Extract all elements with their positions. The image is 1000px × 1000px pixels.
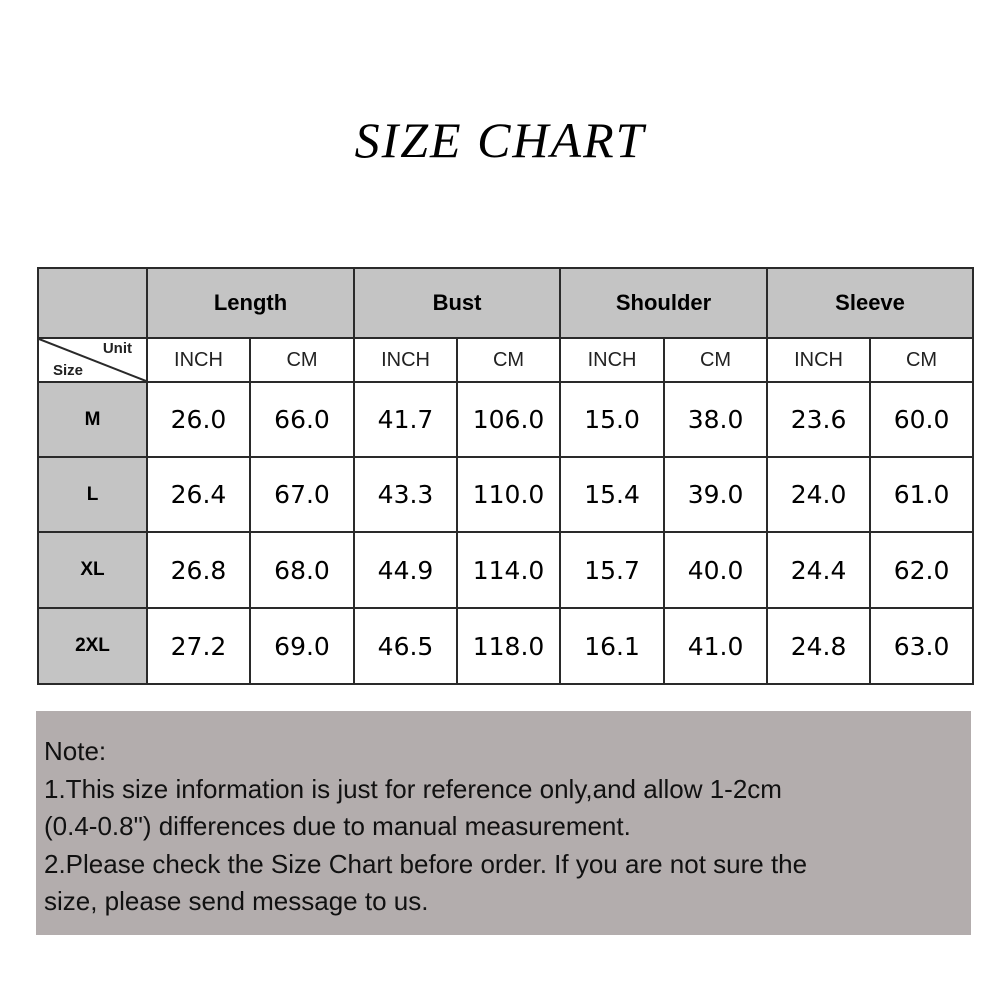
table-cell: 41.7 bbox=[354, 382, 457, 457]
table-row bbox=[38, 382, 973, 457]
table-cell: 16.1 bbox=[560, 608, 664, 684]
unit-header: CM bbox=[664, 338, 767, 382]
table-cell: 61.0 bbox=[870, 457, 973, 532]
table-cell: 27.2 bbox=[147, 608, 250, 684]
size-label: 2XL bbox=[38, 608, 147, 684]
group-header-shoulder: Shoulder bbox=[560, 268, 767, 338]
corner-unit-label: Unit bbox=[102, 340, 132, 357]
size-label: M bbox=[38, 382, 147, 457]
corner-top-cell bbox=[38, 268, 147, 338]
table-row bbox=[38, 457, 973, 532]
group-header-bust: Bust bbox=[354, 268, 560, 338]
corner-diagonal-cell bbox=[38, 338, 147, 382]
table-row bbox=[38, 532, 973, 608]
unit-header: CM bbox=[870, 338, 973, 382]
table-cell: 63.0 bbox=[870, 608, 973, 684]
group-header-length: Length bbox=[147, 268, 354, 338]
table-cell: 66.0 bbox=[250, 382, 354, 457]
table-cell: 40.0 bbox=[664, 532, 767, 608]
note-line: size, please send message to us. bbox=[44, 886, 429, 916]
table-cell: 23.6 bbox=[767, 382, 870, 457]
note-heading: Note: bbox=[44, 736, 107, 766]
unit-header: INCH bbox=[767, 338, 870, 382]
note-box bbox=[36, 711, 971, 935]
table-cell: 46.5 bbox=[354, 608, 457, 684]
table-cell: 69.0 bbox=[250, 608, 354, 684]
table-cell: 15.7 bbox=[560, 532, 664, 608]
unit-header-row bbox=[38, 338, 973, 382]
note-line: 1.This size information is just for reference only,and allow 1-2cm bbox=[44, 773, 782, 804]
table-cell: 38.0 bbox=[664, 382, 767, 457]
table-cell: 24.0 bbox=[767, 457, 870, 532]
table-cell: 43.3 bbox=[354, 457, 457, 532]
table-cell: 26.8 bbox=[147, 532, 250, 608]
unit-header: CM bbox=[250, 338, 354, 382]
table-cell: 39.0 bbox=[664, 457, 767, 532]
table-cell: 106.0 bbox=[457, 382, 560, 457]
table-cell: 60.0 bbox=[870, 382, 973, 457]
table-cell: 24.4 bbox=[767, 532, 870, 608]
size-label: L bbox=[38, 457, 147, 532]
table-cell: 15.4 bbox=[560, 457, 664, 532]
table-cell: 110.0 bbox=[457, 457, 560, 532]
table-row bbox=[38, 608, 973, 684]
table-cell: 15.0 bbox=[560, 382, 664, 457]
group-header-sleeve: Sleeve bbox=[767, 268, 973, 338]
table-cell: 41.0 bbox=[664, 608, 767, 684]
note-line: 2.Please check the Size Chart before order. If you are not sure the bbox=[44, 848, 808, 879]
note-line: (0.4-0.8") differences due to manual measurement. bbox=[44, 811, 631, 841]
table-cell: 24.8 bbox=[767, 608, 870, 684]
table-cell: 62.0 bbox=[870, 532, 973, 608]
unit-header: CM bbox=[457, 338, 560, 382]
table-cell: 44.9 bbox=[354, 532, 457, 608]
size-label: XL bbox=[38, 532, 147, 608]
table-cell: 118.0 bbox=[457, 608, 560, 684]
size-table bbox=[37, 267, 974, 685]
unit-header: INCH bbox=[147, 338, 250, 382]
table-cell: 114.0 bbox=[457, 532, 560, 608]
page-title: SIZE CHART bbox=[354, 112, 646, 168]
table-cell: 68.0 bbox=[250, 532, 354, 608]
table-cell: 26.4 bbox=[147, 457, 250, 532]
unit-header: INCH bbox=[560, 338, 664, 382]
unit-header: INCH bbox=[354, 338, 457, 382]
group-header-row bbox=[38, 268, 973, 338]
table-cell: 26.0 bbox=[147, 382, 250, 457]
table-cell: 67.0 bbox=[250, 457, 354, 532]
corner-size-label: Size bbox=[53, 362, 84, 379]
